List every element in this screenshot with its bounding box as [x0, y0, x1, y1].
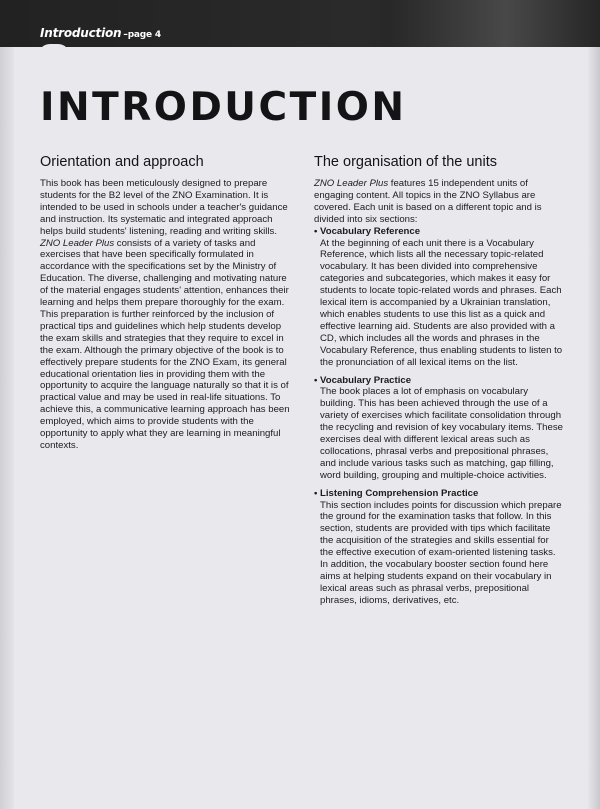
right-book-name: ZNO Leader Plus [314, 178, 389, 189]
right-intro-body: features 15 independent units of engaging content. All topics in the ZNO Syllabus are covered. Each unit is based on a different topic and is divided into six sections: [314, 178, 542, 225]
section-vocabulary-practice [314, 375, 564, 482]
right-intro-text [314, 178, 564, 226]
left-body-part-1: This book has been meticulously designed to prepare students for the B2 level of the ZNO Examination. It is intended to be used in schools under a teacher's guidance and instruction. Its systematic and integrated approach helps build students' listening, reading and writing skills. [40, 178, 288, 237]
sub-text: This section includes points for discussion which prepare the ground for the examination tasks that follow. In this section, students are provided with tips which facilitate the acquisition of the strategies and skills essential for the effective execution of exam-oriented listening tasks. In addition, the vocabulary booster section found here aims at helping students expand on their vocabulary in lexical areas such as phrasal verbs, prepositional phrases, idioms, derivatives, etc. [320, 499, 562, 606]
header-page-label: –page 4 [123, 30, 161, 40]
header-shine [390, 0, 600, 47]
sub-text: At the beginning of each unit there is a Vocabulary Reference, which lists all the necessary topic-related vocabulary. It has been divided into comprehensive categories and subcategories, which makes it easy for students to locate topic-related words and phrases. Each lexical item is accompanied by a Ukrainian translation, which enables students to use this list as a quick and effective learning aid. Students are also provided with a CD, which includes all the words and phrases in the Vocabulary Reference, thus enabling students to listen to the pronunciation of all lexical items on the list. [320, 237, 563, 368]
left-book-name: ZNO Leader Plus [40, 237, 115, 249]
header-section-label: Introduction [40, 26, 122, 40]
left-section-heading: Orientation and approach [40, 154, 204, 170]
section-listening-comprehension [314, 488, 564, 607]
page-binding-edge [0, 47, 14, 809]
section-vocabulary-reference [314, 226, 564, 369]
page-title: INTRODUCTION [40, 85, 407, 130]
left-body-text [40, 178, 292, 452]
sub-heading: • Listening Comprehension Practice [314, 487, 479, 499]
page-right-edge [588, 47, 600, 809]
sub-text: The book places a lot of emphasis on vocabulary building. This has been achieved through the use of a variety of exercises which facilitate consolidation through the recycling and revision of key vocabulary items. These exercises deal with different lexical areas such as collocations, phrasal verbs and prepositional phrases, and include various tasks such as matching, gap filling, word building, grouping and multiple-choice activities. [320, 386, 563, 481]
header-tab-notch [38, 44, 70, 56]
right-section-heading: The organisation of the units [314, 154, 497, 170]
left-column [40, 153, 292, 452]
left-body-part-2: consists of a variety of tasks and exercises that have been specifically formulated in accordance with the specifications set by the Ministry of Education. The diverse, challenging and motivating nature of the material engages students' attention, enhances their learning and helps them prepare thoroughly for the exam. This preparation is further reinforced by the inclusion of practical tips and guidelines which help students develop the exam skills and strategies that they require to excel in the exam. Although the primary objective of the book is to effectively prepare students for the ZNO Exam, its general educational orientation lies in providing them with the opportunity to acquire the language naturally so that it is of practical value and may be used in real-life situations. To achieve this, a communicative learning approach has been employed, which aims to provide students with the opportunity to apply what they are learning in meaningful contexts. [40, 237, 290, 451]
sub-heading: • Vocabulary Practice [314, 374, 412, 386]
right-column [314, 153, 564, 613]
sub-heading: • Vocabulary Reference [314, 225, 421, 237]
running-header [40, 26, 161, 40]
